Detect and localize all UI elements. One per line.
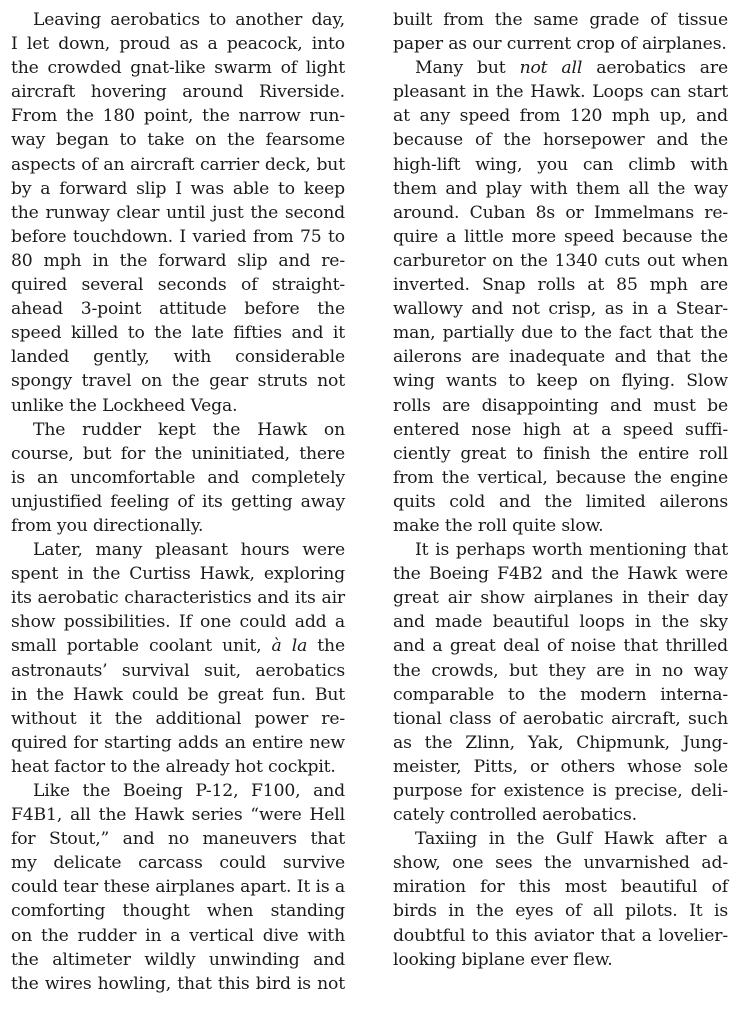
text-line: astronauts’ survival suit, aerobatics [11,660,345,681]
text-line: tional class of aerobatic aircraft, such [393,708,728,729]
text-line: on the rudder in a vertical dive with [11,925,345,946]
text-line: Later, many pleasant hours were [33,540,345,561]
text-line: comparable to the modern interna- [393,684,728,705]
text-line: show, one sees the unvarnished ad- [393,853,728,874]
text-line: quired several seconds of straight- [11,275,345,296]
text-line: the crowded gnat-like swarm of light [11,58,345,79]
text-line: paper as our current crop of airplanes. [393,34,727,55]
text-line: aspects of an aircraft carrier deck, but [11,154,345,175]
text-line: heat factor to the already hot cockpit. [11,756,336,777]
text-line: for Stout,” and no maneuvers that [11,829,345,850]
italic-phrase: not all [519,58,583,79]
text-line: is an uncomfortable and completely [11,467,345,488]
text-line: make the roll quite slow. [393,515,604,536]
text-line: the runway clear until just the second [11,202,345,223]
text-line: wallowy and not crisp, as in a Stear- [393,299,728,320]
text-line: my delicate carcass could survive [11,853,345,874]
text-line: birds in the eyes of all pilots. It is [393,901,728,922]
text-line: ailerons are inadequate and that the [393,347,728,368]
text-line: The rudder kept the Hawk on [33,419,345,440]
text-line: its aerobatic characteristics and its air [11,588,345,609]
text-segment: small portable coolant unit, [11,636,272,657]
text-line: quire a little more speed because the [393,226,728,247]
text-line: as the Zlinn, Yak, Chipmunk, Jung- [393,732,728,753]
text-line [11,634,345,658]
text-line: entered nose high at a speed suffi- [393,419,728,440]
text-line: purpose for existence is precise, deli- [393,781,728,801]
text-line: unjustified feeling of its getting away [11,491,345,512]
text-line: spongy travel on the gear struts not [11,371,345,392]
text-line: It is perhaps worth mentioning that [415,540,728,561]
text-line: around. Cuban 8s or Immelmans re- [393,202,728,223]
text-line: and made beautiful loops in the sky [393,612,728,633]
text-line: Leaving aerobatics to another day, [33,10,345,30]
text-line: way began to take on the fearsome [11,130,345,151]
text-segment: Many but [415,58,520,79]
text-line: built from the same grade of tissue [393,10,728,30]
text-line: because of the horsepower and the [393,130,728,151]
text-column-right [393,8,728,972]
text-line: doubtful to this aviator that a lovelier- [393,925,728,946]
text-line: F4B1, all the Hawk series “were Hell [11,805,345,826]
text-line: Taxiing in the Gulf Hawk after a [415,829,728,850]
italic-phrase: à la [271,636,308,657]
text-line: at any speed from 120 mph up, and [393,106,728,127]
text-line: without it the additional power re- [11,708,345,729]
text-line: aircraft hovering around Riverside. [11,82,345,103]
text-line: looking biplane ever flew. [393,949,613,970]
text-line: landed gently, with considerable [11,347,345,368]
text-line: carburetor on the 1340 cuts out when [393,250,728,271]
text-line [393,56,728,80]
text-line: high-lift wing, you can climb with [393,154,728,175]
text-line: inverted. Snap rolls at 85 mph are [393,275,728,296]
text-line: by a forward slip I was able to keep [11,178,345,199]
text-line: ahead 3-point attitude before the [11,299,345,320]
text-line: ciently great to finish the entire roll [393,443,728,464]
text-line: the crowds, but they are in no way [393,660,728,681]
text-line: quired for starting adds an entire new [11,732,345,753]
text-line: speed killed to the late fifties and it [11,323,345,344]
text-line: the wires howling, that this bird is not [11,973,345,994]
text-line: comforting thought when standing [11,901,345,922]
text-line: unlike the Lockheed Vega. [11,395,238,416]
text-line: them and play with them all the way [393,178,728,199]
text-line: From the 180 point, the narrow run- [11,106,345,127]
text-line: meister, Pitts, or others whose sole [393,756,728,777]
text-line: 80 mph in the forward slip and re- [11,250,345,271]
text-line: man, partially due to the fact that the [393,323,728,344]
text-segment: aerobatics are [582,58,728,79]
text-line: from you directionally. [11,515,204,536]
text-line: great air show airplanes in their day [393,588,728,609]
text-line: Like the Boeing P-12, F100, and [33,781,345,801]
text-line: and a great deal of noise that thrilled [393,636,728,657]
text-column-left [11,8,345,996]
text-line: rolls are disappointing and must be [393,395,728,416]
text-segment: the [307,636,346,657]
text-line: pleasant in the Hawk. Loops can start [393,82,728,103]
text-line: from the vertical, because the engine [393,467,728,488]
text-line: spent in the Curtiss Hawk, exploring [11,564,345,585]
text-line: the altimeter wildly unwinding and [11,949,345,970]
text-line: miration for this most beautiful of [393,877,728,898]
text-line: course, but for the uninitiated, there [11,443,345,464]
text-line: quits cold and the limited ailerons [393,491,728,512]
text-line: could tear these airplanes apart. It is a [11,877,345,898]
text-line: before touchdown. I varied from 75 to [11,226,345,247]
text-line: wing wants to keep on flying. Slow [393,371,728,392]
text-line: I let down, proud as a peacock, into [11,34,345,55]
text-line: cately controlled aerobatics. [393,805,637,826]
text-line: show possibilities. If one could add a [11,612,345,633]
text-line: the Boeing F4B2 and the Hawk were [393,564,728,585]
text-line: in the Hawk could be great fun. But [11,684,345,705]
